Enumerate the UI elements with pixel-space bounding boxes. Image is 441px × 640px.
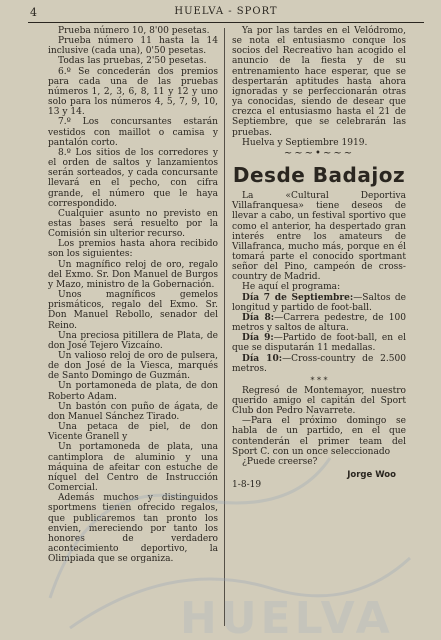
paragraph: Además muchos y distinguidos sportmens tienen ofrecido regalos, que publicaremos tan pronto los envien, mereciendo por tanto los honores de verdadero acontecimiento deportivo, la Olimpiada que se organiza. <box>48 493 218 565</box>
section-title: Desde Badajoz <box>232 163 406 188</box>
left-column <box>48 26 218 564</box>
paragraph: Cualquier asunto no previsto en estas bases será resuelto por la Comisión sin ulterior recurso. <box>48 208 218 240</box>
paragraph: Ya por las tardes en el Velódromo, se nota el entusiasmo conque los socios del Recreativo han acogido el anuncio de la fiesta y de su entrenamiento hace esperar, que se despertarán aptitudes hasta ahora ignoradas y se perfeccionarán otras ya conocidas, siendo de desear que crezca el entusiasmo hasta el 21 de Septiembre, que se celebrarán las pruebas. <box>232 26 406 138</box>
paragraph: Los premios hasta ahora recibido son los siguientes: <box>48 239 218 260</box>
program-day: Día 7 de Septiembre: <box>242 292 354 303</box>
page-header <box>30 6 422 22</box>
paragraph: Un portamoneda de plata, de don Roberto Adam. <box>48 381 218 402</box>
program-item <box>232 333 406 353</box>
article-date: 1-8-19 <box>232 480 262 491</box>
paragraph: Prueba número 11 hasta la 14 inclusive (cada una), 0'50 pesetas. <box>48 36 218 57</box>
paragraph: La «Cultural Deportiva Villafranquesa» tiene deseos de llevar a cabo, un festival sportivo que como el anterior, ha despertado gran interés entre los amateurs de Villafranca, mucho más, porque en él tomará parte el conocido sportmant señor del Pino, campeón de cross-country de Madrid. <box>232 191 406 283</box>
paragraph: 6.º Se concederán dos premios para cada una de las pruebas números 1, 2, 3, 6, 8, 11 y 12 y uno solo para los números 4, 5, 7, 9, 10, 13 y 14. <box>48 66 218 118</box>
header-rule <box>28 22 424 23</box>
program-text: —Cross-country de 2.500 metros. <box>232 353 406 374</box>
paragraph: Un portamoneda de plata, una cantimplora de aluminio y una máquina de afeitar con estuche de níquel del Centro de Instrucción Comercial. <box>48 442 218 494</box>
paragraph: 7.º Los concursantes estarán vestidos con maillot o camisa y pantalón corto. <box>48 117 218 148</box>
paragraph: Un magnífico reloj de oro, regalo del Exmo. Sr. Don Manuel de Burgos y Mazo, ministro de la Gobernación. <box>48 259 218 290</box>
paragraph: Unos magníficos gemelos prismáticos, regalo del Exmo. Sr. Don Manuel Rebollo, senador del Reino. <box>48 290 218 331</box>
paragraph: Una preciosa pitillera de Plata, de don José Tejero Vizcaíno. <box>48 330 218 351</box>
program-day: Día 10: <box>242 353 283 364</box>
svg-text:HUELVA: HUELVA <box>180 593 394 638</box>
paragraph: Todas las pruebas, 2'50 pesetas. <box>58 56 207 67</box>
program-item <box>232 293 406 313</box>
program-item <box>232 313 406 333</box>
paragraph: Un valioso reloj de oro de pulsera, de don José de la Viesca, marqués de Santo Domingo de Guzmán. <box>48 351 218 382</box>
program-text: —Saltos de longitud y partido de foot-ball. <box>232 292 406 313</box>
paragraph: 8.º Los sitios de los corredores y el orden de saltos y lanzamientos serán sorteados, y cada concursante llevará en el pecho, con cifra grande, el número que le haya correspondido. <box>48 147 218 209</box>
right-column <box>232 26 406 490</box>
program-item <box>232 354 406 374</box>
program-text: —Partido de foot-ball, en el que se disputarán 11 medallas. <box>232 333 406 354</box>
paragraph: Un bastón con puño de ágata, de don Manuel Sánchez Tirado. <box>48 401 218 422</box>
program-day: Día 8: <box>242 312 275 323</box>
author-signature: Jorge Woo <box>347 470 396 481</box>
paragraph: Una petaca de piel, de don Vicente Granell y <box>48 422 218 443</box>
asterism: * * * <box>310 375 328 385</box>
paragraph: —Para el próximo domingo se habla de un partido, en el que contenderán el primer team del Sport C. con un once seleccionado <box>232 416 406 457</box>
dateline: Huelva y Septiembre 1919. <box>242 137 368 148</box>
paragraph: Regresó de Montemayor, nuestro querido amigo el capitán del Sport Club don Pedro Navarrete. <box>232 385 406 417</box>
ornament-divider: ~~~•~~~ <box>283 147 355 159</box>
publication-title: HUELVA - SPORT <box>174 6 278 17</box>
page-number: 4 <box>30 6 38 19</box>
paragraph: He aquí el programa: <box>242 282 341 293</box>
paragraph: ¿Puede creerse? <box>242 456 318 467</box>
column-divider <box>224 28 225 626</box>
program-day: Día 9: <box>242 333 274 344</box>
program-text: —Carrera pedestre, de 100 metros y saltos de altura. <box>232 312 406 334</box>
paragraph: Prueba número 10, 8'00 pesetas. <box>58 26 210 36</box>
